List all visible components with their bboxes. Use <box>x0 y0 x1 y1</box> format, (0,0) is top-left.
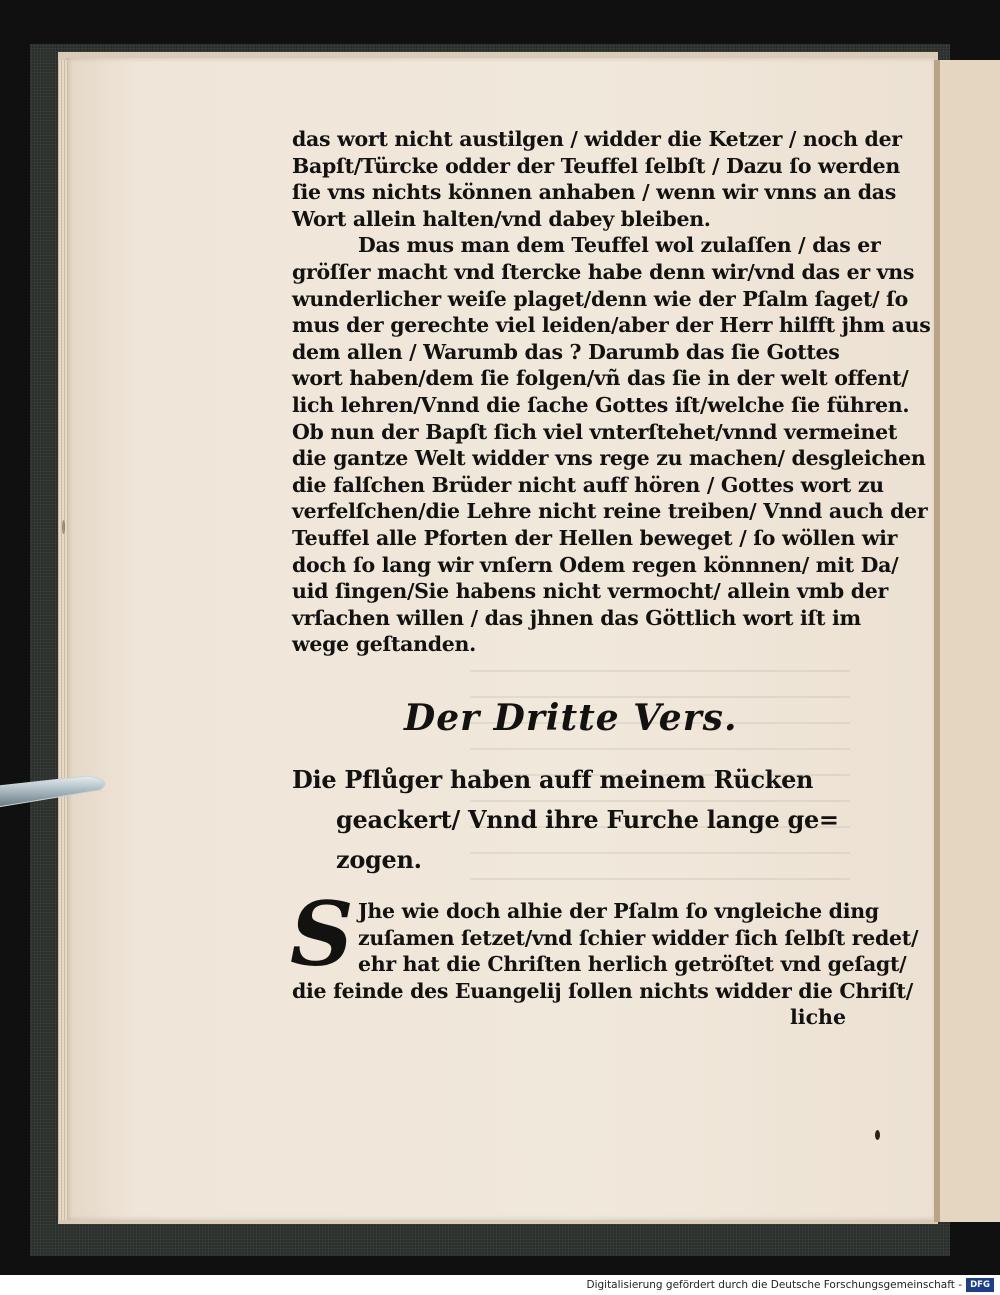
verse-line: zogen. <box>336 845 422 874</box>
verse-line: geackert/ Vnnd ihre Furche lange ge= <box>336 805 839 834</box>
catchword: liche <box>790 1005 847 1029</box>
text-line: Bapſt/Türcke odder der Teuffel ſelbſt / Dazu ſo werden <box>292 153 901 178</box>
text-line: Das mus man dem Teuffel wol zulaſſen / das er <box>358 233 881 258</box>
section-heading: Der Dritte Vers. <box>404 697 738 739</box>
paper-speck <box>62 520 65 534</box>
text-line: dem allen / Warumb das ? Darumb das ſie Gottes <box>292 339 840 364</box>
verse-quote <box>292 760 852 880</box>
text-line: ehr hat die Chriſten herlich getröſtet vnd geſagt/ <box>358 952 907 977</box>
text-line: Ob nun der Bapſt ſich viel vnterſtehet/vnnd vermeinet <box>292 419 898 444</box>
verse-line: Die Pflůger haben auff meinem Rücken <box>292 765 814 794</box>
text-line: gröſſer macht vnd ſtercke habe denn wir/vnd das er vns <box>292 259 915 284</box>
footer-bar <box>0 1275 1000 1295</box>
funding-credit: Digitalisierung gefördert durch die Deutsche Forschungsgemeinschaft - <box>586 1279 962 1291</box>
paragraph-1 <box>292 126 931 658</box>
text-line: Jhe wie doch alhie der Pſalm ſo vngleiche ding <box>358 899 879 923</box>
text-line: mus der gerechte viel leiden/aber der Herr hilfft jhm aus <box>292 313 931 338</box>
text-line: die falſchen Brüder nicht auff hören / Gottes wort zu <box>292 472 884 497</box>
text-line: die gantze Welt widder vns rege zu machen/ desgleichen <box>292 446 926 471</box>
text-line: Teuffel alle Pforten der Hellen beweget / ſo wöllen wir <box>292 525 898 550</box>
text-line: das wort nicht austilgen / widder die Ketzer / noch der <box>292 127 902 151</box>
text-line: zuſamen ſetzet/vnd ſchier widder ſich ſelbſt redet/ <box>358 925 919 950</box>
facing-page-edge <box>934 60 1000 1222</box>
drop-cap: S <box>290 882 354 986</box>
text-line: uid ſingen/Sie habens nicht vermocht/ allein vmb der <box>292 579 889 604</box>
pointer-stick-icon <box>0 772 114 812</box>
paragraph-3 <box>292 898 919 1004</box>
text-line: ſie vns nichts können anhaben / wenn wir vnns an das <box>292 180 896 205</box>
text-line: wort haben/dem ſie folgen/vñ das ſie in der welt offent/ <box>292 366 909 391</box>
text-line: doch ſo lang wir vnſern Odem regen könnnen/ mit Da/ <box>292 552 899 577</box>
paper-speck <box>875 1130 880 1140</box>
text-line: die feinde des Euangelij ſollen nichts widder die Chriſt/ <box>292 978 913 1003</box>
text-line: wege geſtanden. <box>292 632 476 657</box>
text-line: verfelſchen/die Lehre nicht reine treiben/ Vnnd auch der <box>292 499 928 524</box>
text-line: vrſachen willen / das jhnen das Göttlich wort iſt im <box>292 605 861 630</box>
page-edge-lines <box>58 60 68 1220</box>
text-line: wunderlicher weiſe plaget/denn wie der Pſalm ſaget/ ſo <box>292 286 909 311</box>
dfg-logo-icon: DFG <box>966 1278 994 1292</box>
text-line: lich lehren/Vnnd die ſache Gottes iſt/welche ſie führen. <box>292 392 910 417</box>
text-line: Wort allein halten/vnd dabey bleiben. <box>292 206 711 231</box>
